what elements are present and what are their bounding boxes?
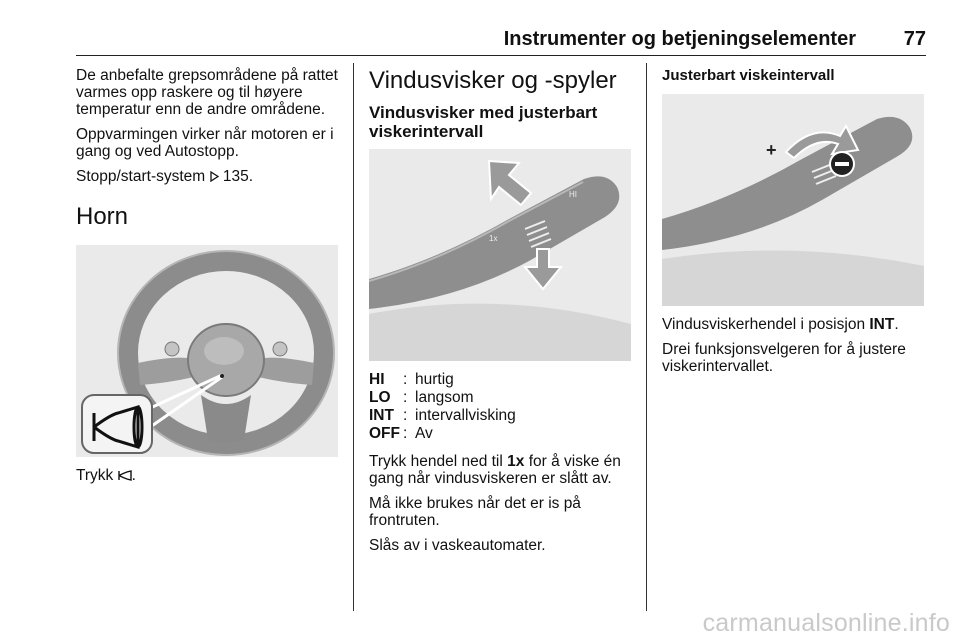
horn-caption: Trykk .: [76, 467, 136, 484]
column-divider: [646, 63, 647, 611]
svg-text:1x: 1x: [489, 234, 498, 243]
section-heading-wiper: Vindusvisker og -spyler: [369, 67, 617, 94]
column-2: [369, 67, 639, 562]
paragraph: Trykk hendel ned til 1x for å viske én gang når vindusviskeren er slått av.: [369, 453, 621, 487]
page-header: [76, 26, 926, 52]
horn-icon: [118, 470, 132, 481]
subheading-adjustable-interval: Justerbart viskeintervall: [662, 67, 835, 84]
definition-row: HI : hurtig LO : langsom INT : intervallvisking OFF : Av: [369, 371, 516, 442]
steering-wheel-illustration: [76, 245, 338, 457]
column-divider: [353, 63, 354, 611]
wiper-position-definitions: [369, 371, 639, 443]
subheading-wiper-interval: Vindusvisker med justerbart viskerintervall: [369, 103, 598, 141]
column-3: [662, 67, 932, 383]
reference-arrow-icon: [210, 171, 219, 182]
watermark: carmanualsonline.info: [702, 609, 950, 637]
cross-reference[interactable]: Stopp/start-system 135.: [76, 168, 254, 185]
wiper-lever-illustration: [369, 149, 631, 361]
paragraph: Slås av i vaskeautomater.: [369, 537, 546, 554]
interval-dial-illustration: [662, 94, 924, 306]
page-number: 77: [903, 28, 926, 50]
section-heading-horn: Horn: [76, 203, 129, 230]
header-rule: [76, 55, 926, 57]
header-title: Instrumenter og betjeningselementer: [503, 28, 856, 50]
svg-text:HI: HI: [569, 190, 577, 199]
paragraph: Drei funksjonsvelgeren for å justere viskerintervallet.: [662, 341, 906, 375]
svg-text:+: +: [766, 140, 777, 160]
paragraph: Vindusviskerhendel i posisjon INT.: [662, 316, 899, 333]
paragraph: Må ikke brukes når det er is på frontruten.: [369, 495, 581, 529]
paragraph: De anbefalte grepsområdene på rattet varmes opp raskere og til høyere temperatur enn de andre områdene.: [76, 67, 338, 118]
paragraph: Oppvarmingen virker når motoren er i gang og ved Autostopp.: [76, 126, 334, 160]
column-1: [76, 67, 346, 492]
